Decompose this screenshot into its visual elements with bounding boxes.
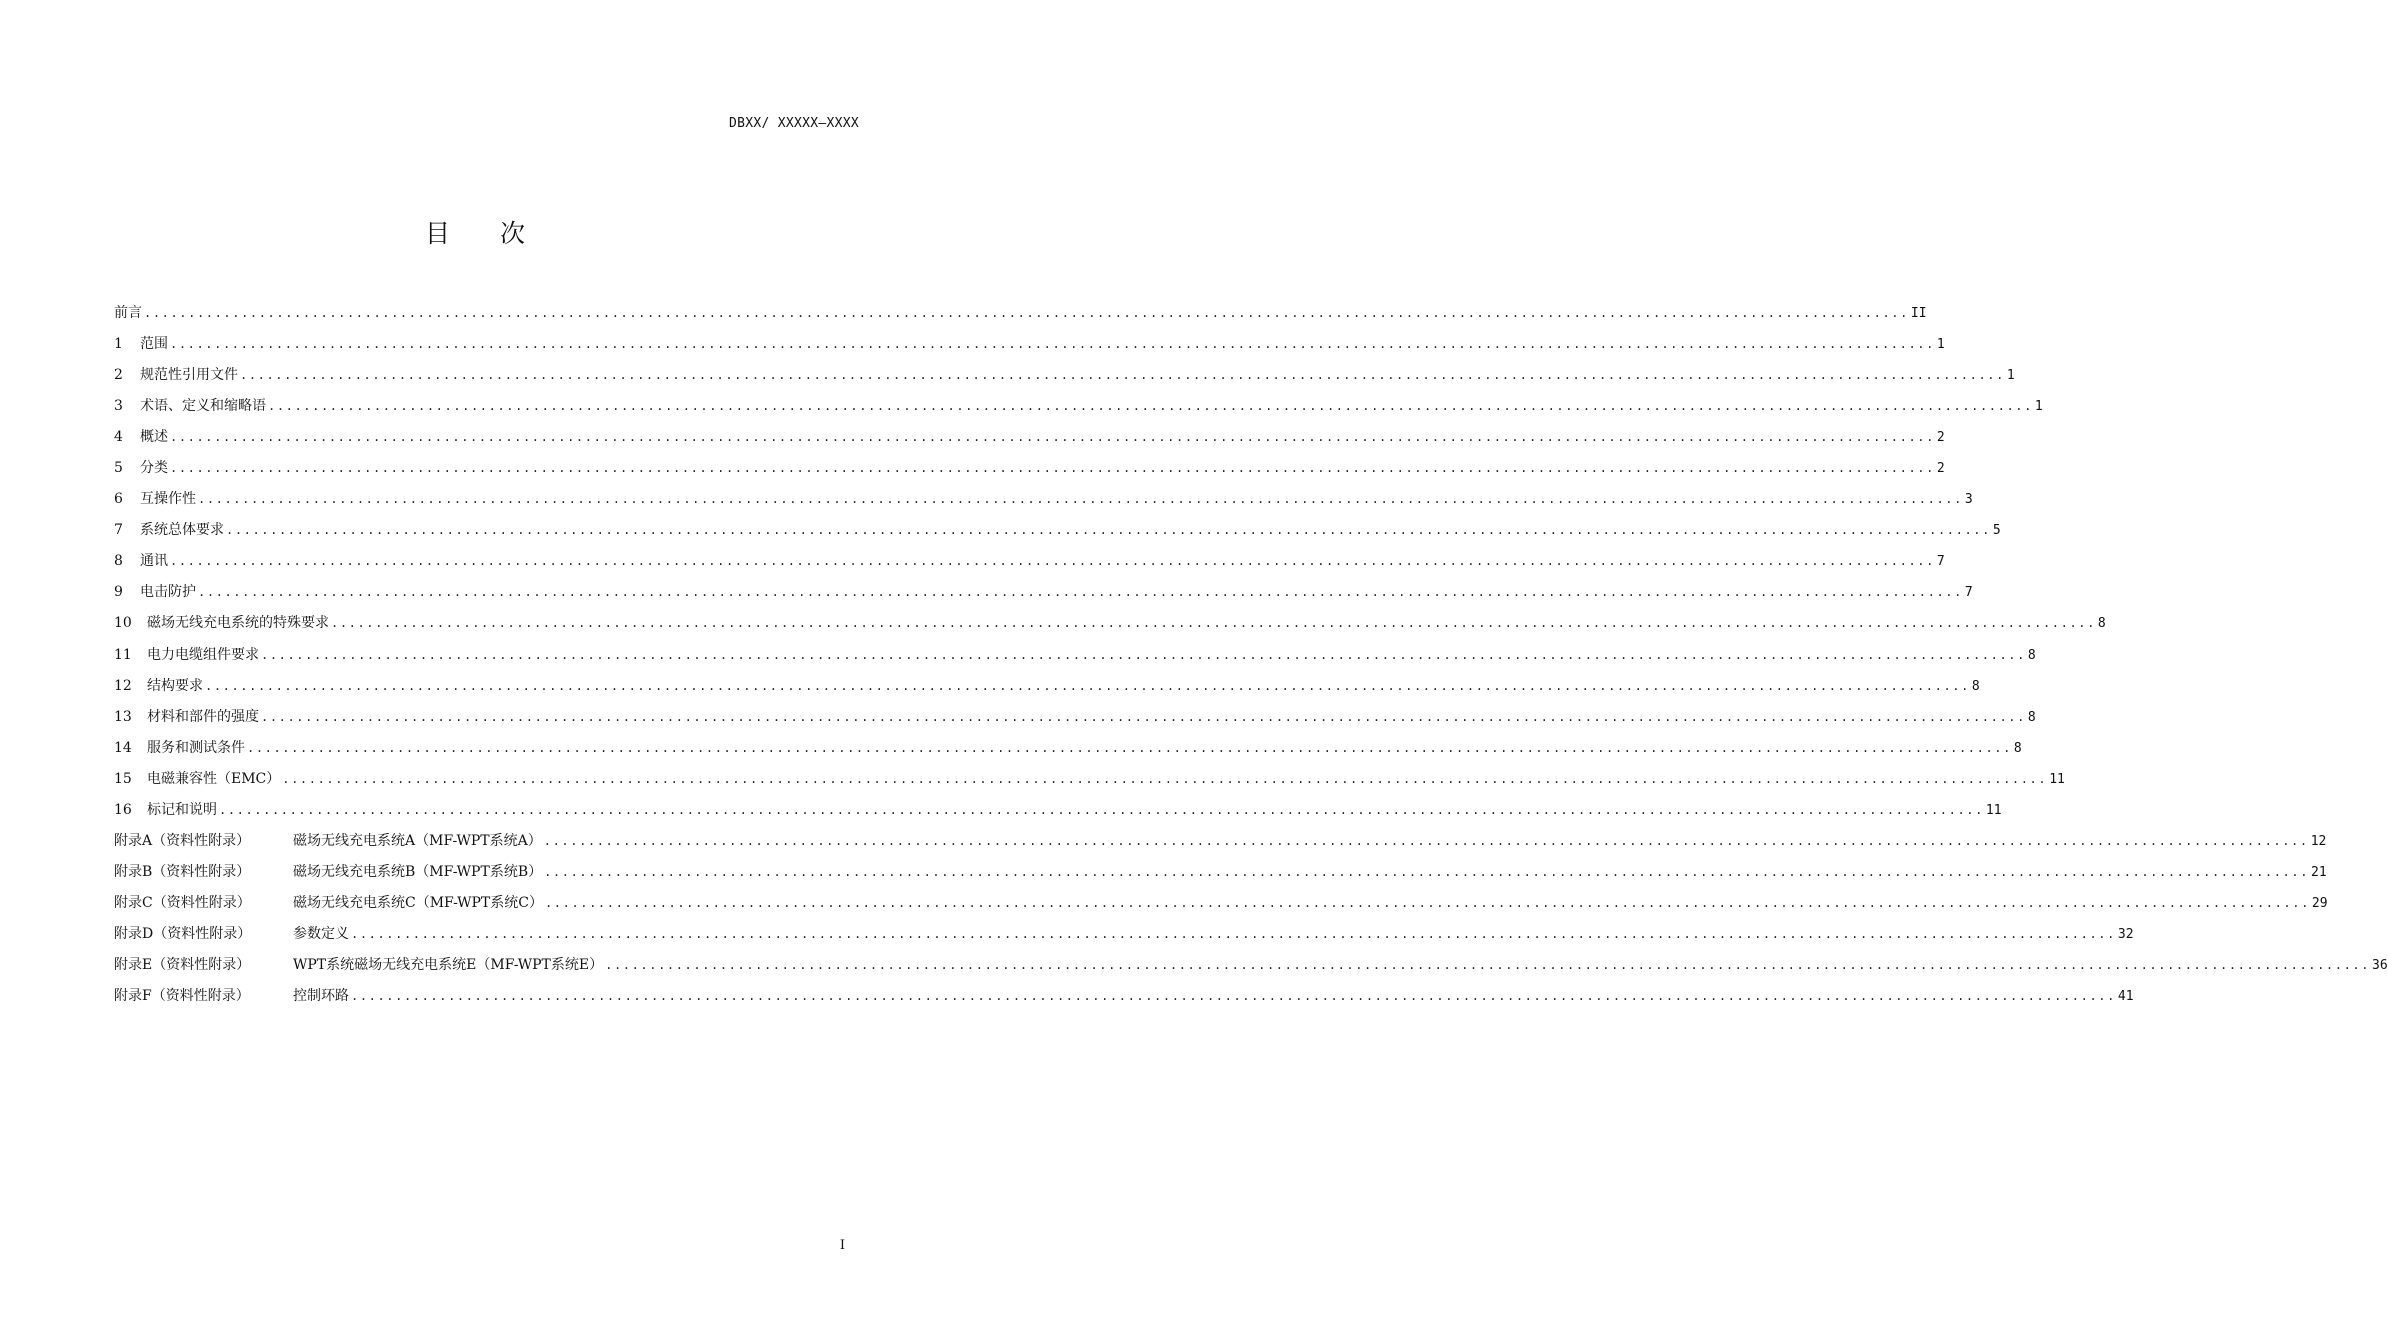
toc-entry-title: 分类 <box>140 460 168 477</box>
toc-entry-title: 磁场无线充电系统B（MF-WPT系统B） <box>293 863 543 880</box>
toc-entry-title: 磁场无线充电系统C（MF-WPT系统C） <box>293 894 543 911</box>
toc-entry-number: 13 <box>114 708 132 725</box>
toc-entry-title: 系统总体要求 <box>140 522 224 539</box>
toc-entry-page: II <box>1910 306 1927 321</box>
toc-entry-title: 控制环路 <box>293 988 349 1005</box>
toc-entry-number: 12 <box>114 677 132 694</box>
table-of-contents <box>114 298 2388 1012</box>
toc-entry-number: 3 <box>114 398 123 415</box>
toc-dot-leader: ........................................................................................................................................................................................................ <box>170 461 1935 476</box>
toc-entry-title: 范围 <box>140 336 168 353</box>
page-title-part1: 目 <box>424 219 450 248</box>
toc-dot-leader: ........................................................................................................................................................................................................ <box>198 585 1963 600</box>
toc-entry[interactable] <box>114 515 2001 546</box>
toc-entry-number: 16 <box>114 801 132 818</box>
toc-entry-title: 磁场无线充电系统的特殊要求 <box>147 615 329 632</box>
toc-entry-number: 6 <box>114 491 123 508</box>
toc-entry[interactable] <box>114 453 1945 484</box>
page-number: I <box>839 1238 845 1253</box>
toc-dot-leader: ........................................................................................................................................................................................................ <box>544 895 2310 910</box>
toc-entry-title: 结构要求 <box>147 677 203 694</box>
toc-entry[interactable] <box>114 981 2134 1012</box>
toc-entry[interactable] <box>114 640 2036 671</box>
toc-entry[interactable] <box>114 391 2043 422</box>
toc-entry[interactable] <box>114 764 2065 795</box>
toc-dot-leader: ........................................................................................................................................................................................................ <box>544 864 2310 879</box>
toc-entry-number: 8 <box>114 553 123 570</box>
toc-dot-leader: ........................................................................................................................................................................................................ <box>144 306 1909 320</box>
toc-entry-title: 术语、定义和缩略语 <box>140 398 266 415</box>
toc-entry-number: 7 <box>114 522 123 539</box>
toc-entry[interactable] <box>114 484 1973 515</box>
toc-entry-number: 附录E（资料性附录） <box>114 956 251 973</box>
toc-dot-leader: ........................................................................................................................................................................................................ <box>331 616 2096 631</box>
toc-entry-number: 14 <box>114 739 132 756</box>
toc-entry-page: 8 <box>1971 678 1980 694</box>
toc-dot-leader: ........................................................................................................................................................................................................ <box>268 399 2033 414</box>
toc-dot-leader: ........................................................................................................................................................................................................ <box>351 926 2116 941</box>
toc-entry-page: 3 <box>1964 492 1973 508</box>
toc-entry-page: 8 <box>2027 647 2036 663</box>
toc-entry[interactable] <box>114 795 2002 826</box>
toc-entry-page: 21 <box>2311 864 2327 880</box>
toc-entry-page: 8 <box>2027 709 2036 725</box>
toc-entry-page: 7 <box>1936 554 1945 570</box>
toc-dot-leader: ........................................................................................................................................................................................................ <box>226 523 1991 538</box>
toc-entry-number: 2 <box>114 367 123 384</box>
toc-dot-leader: ........................................................................................................................................................................................................ <box>605 957 2371 972</box>
toc-dot-leader: ........................................................................................................................................................................................................ <box>261 709 2026 724</box>
toc-entry[interactable] <box>114 422 1945 453</box>
toc-dot-leader: ........................................................................................................................................................................................................ <box>170 337 1935 352</box>
toc-entry-page: 32 <box>2117 926 2134 942</box>
toc-entry-title: 通讯 <box>140 553 168 570</box>
toc-entry-number: 9 <box>114 584 123 601</box>
toc-entry[interactable] <box>114 919 2134 950</box>
toc-entry[interactable] <box>114 298 1927 329</box>
toc-entry[interactable] <box>114 360 2015 391</box>
toc-entry[interactable] <box>114 857 2327 888</box>
toc-dot-leader: ........................................................................................................................................................................................................ <box>282 771 2048 786</box>
toc-entry-title: 互操作性 <box>140 491 196 508</box>
toc-entry-number: 附录A（资料性附录） <box>114 832 251 849</box>
toc-entry-title: 材料和部件的强度 <box>147 708 259 725</box>
toc-entry-title: 前言 <box>114 305 142 321</box>
toc-dot-leader: ........................................................................................................................................................................................................ <box>219 802 1984 817</box>
toc-entry-page: 1 <box>2006 368 2015 384</box>
toc-dot-leader: ........................................................................................................................................................................................................ <box>351 989 2116 1004</box>
toc-entry[interactable] <box>114 671 1980 702</box>
toc-entry-number: 附录D（资料性附录） <box>114 925 252 942</box>
toc-entry-title: 规范性引用文件 <box>140 367 238 384</box>
toc-entry-page: 1 <box>1936 337 1945 353</box>
toc-entry-page: 11 <box>1985 802 2002 818</box>
toc-entry-page: 41 <box>2117 989 2134 1005</box>
toc-entry[interactable] <box>114 888 2328 919</box>
toc-entry[interactable] <box>114 546 1945 577</box>
toc-entry-number: 附录B（资料性附录） <box>114 863 251 880</box>
toc-entry-number: 4 <box>114 429 123 446</box>
toc-entry[interactable] <box>114 733 2022 764</box>
toc-entry-page: 11 <box>2049 771 2065 787</box>
toc-dot-leader: ........................................................................................................................................................................................................ <box>170 554 1935 569</box>
toc-entry-title: 概述 <box>140 429 168 446</box>
toc-dot-leader: ........................................................................................................................................................................................................ <box>205 678 1970 693</box>
toc-entry-number: 附录F（资料性附录） <box>114 988 250 1005</box>
toc-entry-number: 附录C（资料性附录） <box>114 894 251 911</box>
toc-entry-page: 8 <box>2013 740 2022 756</box>
toc-entry[interactable] <box>114 329 1945 360</box>
toc-entry-title: 电力电缆组件要求 <box>147 646 259 663</box>
toc-dot-leader: ........................................................................................................................................................................................................ <box>198 492 1963 507</box>
toc-entry-title: 电击防护 <box>140 584 196 601</box>
document-code: DBXX/ XXXXX—XXXX <box>728 116 859 131</box>
toc-entry-title: 参数定义 <box>293 925 349 942</box>
toc-entry-page: 12 <box>2310 833 2327 849</box>
toc-dot-leader: ........................................................................................................................................................................................................ <box>543 833 2309 848</box>
toc-entry[interactable] <box>114 826 2327 857</box>
toc-entry-page: 2 <box>1936 461 1945 477</box>
toc-entry-page: 36 <box>2372 957 2388 973</box>
toc-entry-page: 29 <box>2311 895 2328 911</box>
toc-entry[interactable] <box>114 577 1973 608</box>
toc-dot-leader: ........................................................................................................................................................................................................ <box>170 430 1935 445</box>
toc-entry-page: 7 <box>1964 585 1973 601</box>
toc-entry-number: 5 <box>114 460 123 477</box>
toc-entry-title: WPT系统磁场无线充电系统E（MF-WPT系统E） <box>293 956 604 973</box>
toc-entry[interactable] <box>114 608 2106 639</box>
toc-dot-leader: ........................................................................................................................................................................................................ <box>261 647 2026 662</box>
toc-entry[interactable] <box>114 950 2388 981</box>
toc-entry-number: 1 <box>114 336 123 353</box>
toc-entry-title: 磁场无线充电系统A（MF-WPT系统A） <box>293 832 542 849</box>
toc-entry-page: 1 <box>2034 399 2043 415</box>
page-title-part2: 次 <box>500 219 526 248</box>
toc-entry-title: 电磁兼容性（EMC） <box>147 770 281 787</box>
toc-dot-leader: ........................................................................................................................................................................................................ <box>247 740 2012 755</box>
page-title <box>0 214 950 250</box>
toc-entry-page: 5 <box>1992 523 2001 539</box>
toc-entry-page: 8 <box>2097 616 2106 632</box>
toc-entry-number: 15 <box>114 770 132 787</box>
toc-entry[interactable] <box>114 702 2036 733</box>
toc-entry-number: 11 <box>114 646 132 663</box>
toc-entry-title: 服务和测试条件 <box>147 739 245 756</box>
toc-entry-page: 2 <box>1936 430 1945 446</box>
toc-entry-title: 标记和说明 <box>147 801 217 818</box>
toc-dot-leader: ........................................................................................................................................................................................................ <box>240 368 2005 383</box>
toc-entry-number: 10 <box>114 615 132 632</box>
